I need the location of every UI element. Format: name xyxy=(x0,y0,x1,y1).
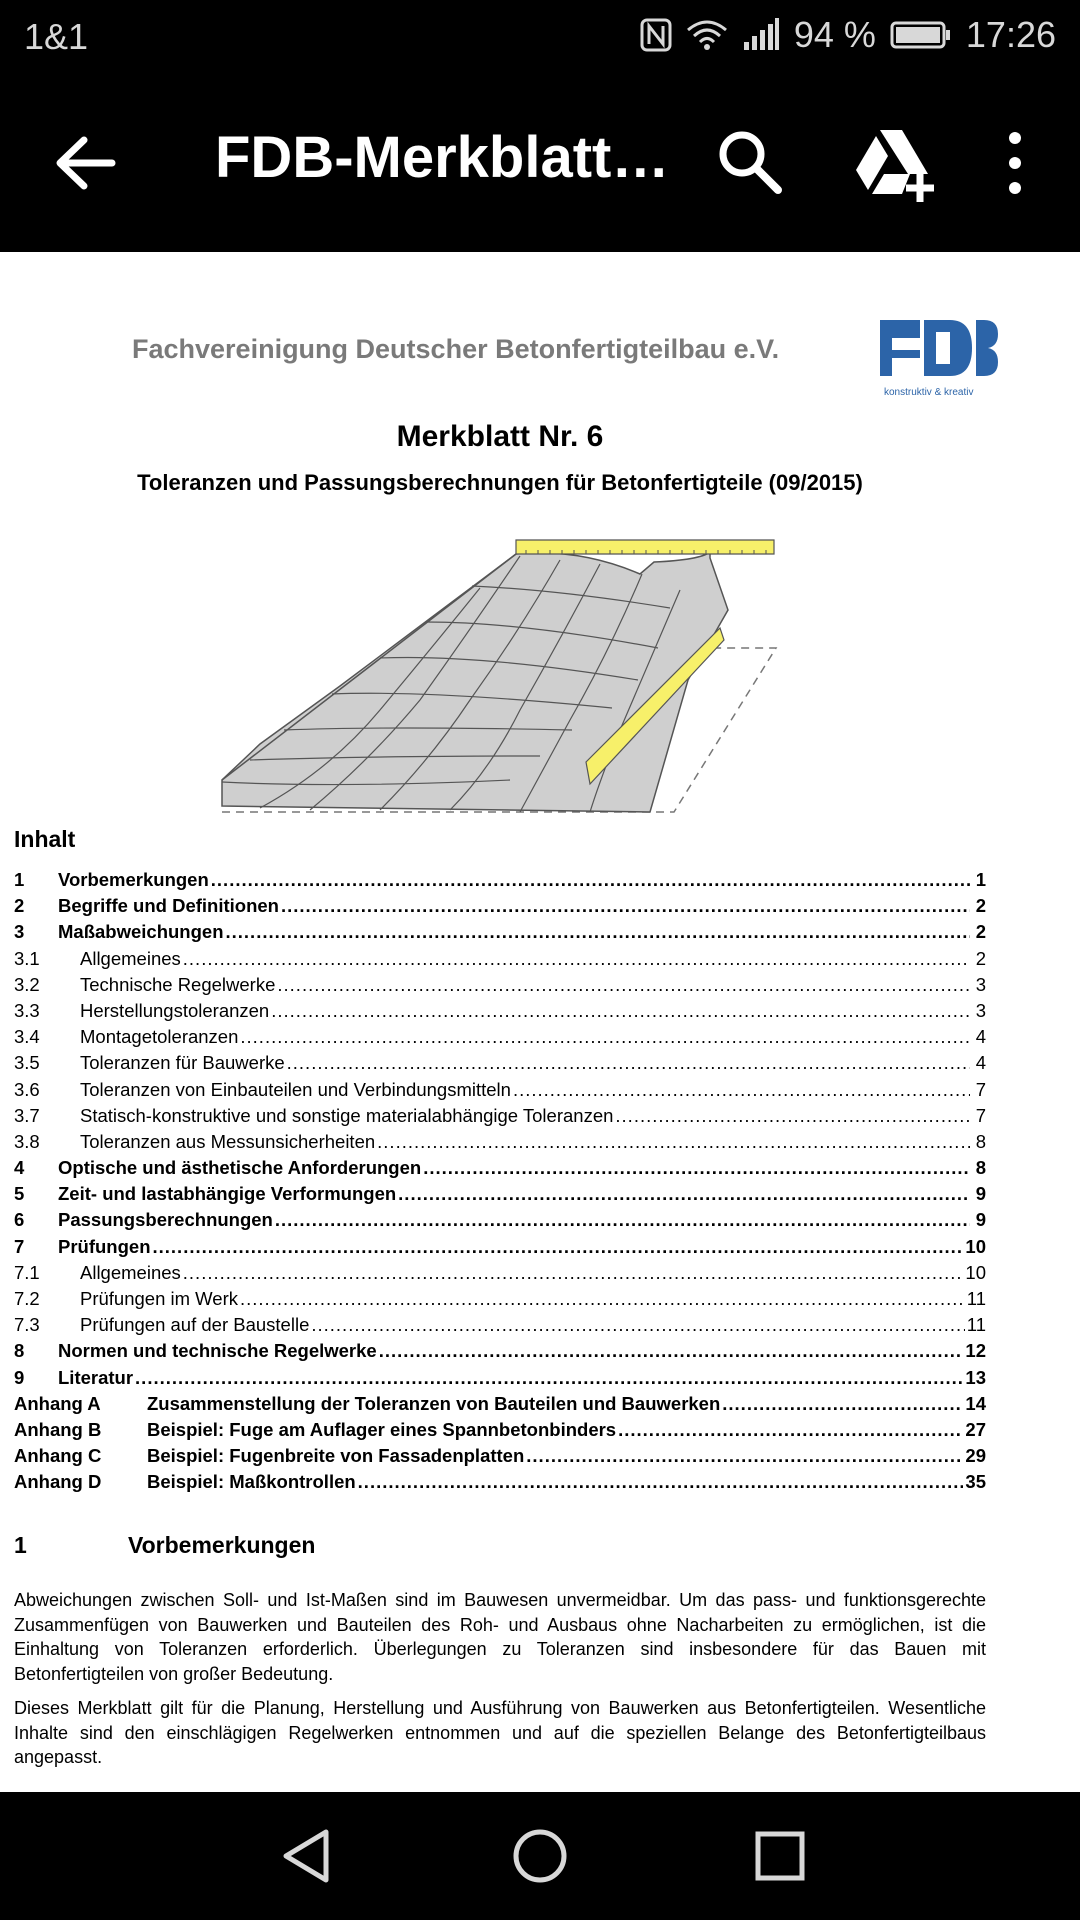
toc-leader-dots xyxy=(183,1262,964,1284)
toc-entry[interactable] xyxy=(14,974,986,1000)
toc-page-number: 2 xyxy=(975,921,986,943)
toc-number: 2 xyxy=(14,895,25,917)
toc-text: Technische Regelwerke xyxy=(80,973,276,995)
toc-text: Beispiel: Fugenbreite von Fassadenplatten xyxy=(147,1445,525,1467)
toc-number: Anhang B xyxy=(14,1418,102,1440)
nfc-icon xyxy=(640,18,672,52)
toc-page-number: 14 xyxy=(965,1392,986,1414)
toc-entry[interactable] xyxy=(14,1131,986,1157)
toc-text: Zeit- und lastabhängige Verformungen xyxy=(58,1183,397,1205)
toc-number: Anhang A xyxy=(14,1392,101,1414)
toc-entry[interactable] xyxy=(14,1445,986,1471)
toc-text: Prüfungen xyxy=(58,1235,151,1257)
toc-page-number: 13 xyxy=(965,1366,986,1388)
toc-leader-dots xyxy=(135,1367,963,1389)
search-icon[interactable] xyxy=(712,124,786,198)
toc-number: 7 xyxy=(14,1235,25,1257)
toc-number: 8 xyxy=(14,1340,25,1362)
toc-text: Prüfungen auf der Baustelle xyxy=(80,1314,310,1336)
toc-text: Montagetoleranzen xyxy=(80,1026,239,1048)
toc-entry[interactable] xyxy=(14,1314,986,1340)
toc-text: Herstellungstoleranzen xyxy=(80,999,270,1021)
paragraph: Dieses Merkblatt gilt für die Planung, Herstellung und Ausführung von Bauwerken aus Betonfertigteilen. Wesentliche Inhalte sind den einschlägigen Regelwerken entnommen und auf die speziellen Belange des Betonfertigteilbaus angepasst. xyxy=(14,1698,986,1767)
toc-leader-dots xyxy=(377,1131,970,1153)
toc-leader-dots xyxy=(615,1105,970,1127)
toc-text: Allgemeines xyxy=(80,1261,181,1283)
toc-text: Beispiel: Fuge am Auflager eines Spannbetonbinders xyxy=(147,1418,617,1440)
toc-text: Optische und ästhetische Anforderungen xyxy=(58,1157,422,1179)
toc-page-number: 9 xyxy=(975,1209,986,1231)
toc-page-number: 3 xyxy=(975,973,986,995)
toc-number: 3.5 xyxy=(14,1052,40,1074)
recents-square-icon[interactable] xyxy=(748,1824,812,1888)
toc-page-number: 11 xyxy=(966,1288,986,1309)
toc-entry[interactable] xyxy=(14,1052,986,1078)
toc-leader-dots xyxy=(277,974,970,996)
toc-page-number: 27 xyxy=(965,1418,986,1440)
clock: 17:26 xyxy=(965,14,1056,55)
toc-page-number: 2 xyxy=(975,947,986,969)
toc-leader-dots xyxy=(513,1079,970,1101)
section-heading xyxy=(14,1532,315,1559)
home-circle-icon[interactable] xyxy=(508,1824,572,1888)
toc-page-number: 8 xyxy=(975,1130,986,1152)
pdf-page[interactable] xyxy=(0,252,1080,1792)
toc-leader-dots xyxy=(526,1445,963,1467)
toc-page-number: 12 xyxy=(965,1340,986,1362)
toc-number: Anhang C xyxy=(14,1445,102,1467)
toc-number: 3.7 xyxy=(14,1104,40,1126)
battery-percent: 94 % xyxy=(793,14,876,55)
toc-page-number: 3 xyxy=(975,999,986,1021)
wifi-icon xyxy=(686,18,728,52)
toc-text: Passungsberechnungen xyxy=(58,1209,273,1231)
toc-entry[interactable] xyxy=(14,1471,986,1497)
toc-text: Prüfungen im Werk xyxy=(80,1288,238,1309)
toc-leader-dots xyxy=(311,1314,964,1336)
toc-entry[interactable] xyxy=(14,1026,986,1052)
toc-entry[interactable] xyxy=(14,1157,986,1183)
toc-page-number: 7 xyxy=(975,1078,986,1100)
toc-page-number: 7 xyxy=(975,1104,986,1126)
toc-entry[interactable] xyxy=(14,1209,986,1235)
toc-entry[interactable] xyxy=(14,1079,986,1105)
back-arrow-icon[interactable] xyxy=(50,128,120,198)
toc-entry[interactable] xyxy=(14,869,986,895)
toc-entry[interactable] xyxy=(14,948,986,974)
document-title: FDB-Merkblatt… xyxy=(215,125,670,190)
toc-number: 3.8 xyxy=(14,1130,40,1152)
back-triangle-icon[interactable] xyxy=(276,1824,340,1888)
organization-name: Fachvereinigung Deutscher Betonfertigteilbau e.V. xyxy=(132,334,780,364)
toc-leader-dots xyxy=(275,1209,970,1231)
toc-page-number: 29 xyxy=(965,1445,986,1467)
paragraph: Abweichungen zwischen Soll- und Ist-Maßen sind im Bauwesen unvermeidbar. Um das pass- und funktionsgerechte Zusammenfügen von Bauwerken und Bauteilen des Roh- und Ausbaus ohne Nacharbeiten zu ermöglichen, ist die Einhaltung von Toleranzen erforderlich. Überlegungen zu Toleranzen sind insbesondere für das Bauen mit Betonfertigteilen von großer Bedeutung. xyxy=(14,1590,986,1684)
toc-number: 6 xyxy=(14,1209,25,1231)
section-number: 1 xyxy=(14,1532,27,1558)
toc-number: 3.6 xyxy=(14,1078,40,1100)
toc-leader-dots xyxy=(379,1340,964,1362)
status-icons xyxy=(640,14,1056,56)
toc-entry[interactable] xyxy=(14,1393,986,1419)
toc-text: Begriffe und Definitionen xyxy=(58,895,279,917)
toc-page-number: 2 xyxy=(975,895,986,917)
toc-number: 5 xyxy=(14,1183,25,1205)
toc-leader-dots xyxy=(153,1236,964,1258)
toc-text: Beispiel: Maßkontrollen xyxy=(147,1471,356,1493)
toc-page-number: 9 xyxy=(975,1183,986,1205)
logo-tagline: konstruktiv & kreativ xyxy=(884,387,974,398)
toc-leader-dots xyxy=(722,1393,963,1415)
toc-leader-dots xyxy=(287,1052,970,1074)
toc-text: Maßabweichungen xyxy=(58,921,224,943)
toc-number: 3 xyxy=(14,921,25,943)
toc-page-number: 8 xyxy=(975,1157,986,1179)
toc-text: Vorbemerkungen xyxy=(58,869,209,890)
toc-entry[interactable] xyxy=(14,1236,986,1262)
toc-leader-dots xyxy=(618,1419,963,1441)
toc-number: 7.2 xyxy=(14,1288,40,1309)
toc-entry[interactable] xyxy=(14,1367,986,1393)
tolerance-illustration xyxy=(220,530,780,816)
toc-leader-dots xyxy=(240,1288,965,1310)
toc-number: Anhang D xyxy=(14,1471,102,1493)
toc-entry[interactable] xyxy=(14,1288,986,1314)
toc-number: 3.2 xyxy=(14,973,40,995)
toc-number: 7.1 xyxy=(14,1261,40,1283)
toc-leader-dots xyxy=(358,1471,964,1493)
toc-page-number: 35 xyxy=(965,1471,986,1493)
battery-icon xyxy=(890,20,952,50)
toc-page-number: 1 xyxy=(975,869,986,890)
toc-number: 3.1 xyxy=(14,947,40,969)
toc-number: 1 xyxy=(14,869,25,890)
section-title: Vorbemerkungen xyxy=(128,1532,316,1558)
toc-page-number: 4 xyxy=(975,1052,986,1074)
toc-number: 4 xyxy=(14,1157,25,1179)
table-of-contents xyxy=(14,869,986,1498)
drive-add-icon[interactable] xyxy=(850,122,940,202)
navigation-bar xyxy=(0,1792,1080,1920)
toc-number: 3.4 xyxy=(14,1026,40,1048)
toc-page-number: 10 xyxy=(965,1261,986,1283)
toc-text: Zusammenstellung der Toleranzen von Bauteilen und Bauwerken xyxy=(147,1392,721,1414)
toc-leader-dots xyxy=(226,921,971,943)
toc-entry[interactable] xyxy=(14,921,986,947)
app-bar xyxy=(0,72,1080,252)
toc-entry[interactable] xyxy=(14,1105,986,1131)
toc-leader-dots xyxy=(281,895,970,917)
toc-text: Toleranzen von Einbauteilen und Verbindungsmitteln xyxy=(80,1078,511,1100)
toc-page-number: 11 xyxy=(966,1314,986,1336)
toc-leader-dots xyxy=(211,869,970,891)
toc-text: Statisch-konstruktive und sonstige materialabhängige Toleranzen xyxy=(80,1104,614,1126)
toc-text: Toleranzen aus Messunsicherheiten xyxy=(80,1130,376,1152)
toc-entry[interactable] xyxy=(14,895,986,921)
toc-heading: Inhalt xyxy=(14,826,76,852)
toc-entry[interactable] xyxy=(14,1262,986,1288)
toc-entry[interactable] xyxy=(14,1340,986,1366)
toc-entry[interactable] xyxy=(14,1419,986,1445)
toc-leader-dots xyxy=(183,948,970,970)
toc-text: Allgemeines xyxy=(80,947,181,969)
merkblatt-title: Merkblatt Nr. 6 xyxy=(396,420,604,453)
toc-entry[interactable] xyxy=(14,1000,986,1026)
toc-leader-dots xyxy=(398,1183,970,1205)
more-vert-icon[interactable] xyxy=(995,128,1035,198)
toc-number: 9 xyxy=(14,1366,25,1388)
status-bar xyxy=(0,0,1080,72)
toc-text: Toleranzen für Bauwerke xyxy=(80,1052,285,1074)
toc-leader-dots xyxy=(271,1000,970,1022)
merkblatt-subtitle: Toleranzen und Passungsberechnungen für Betonfertigteile (09/2015) xyxy=(137,470,863,495)
carrier-label: 1&1 xyxy=(24,16,89,57)
toc-entry[interactable] xyxy=(14,1183,986,1209)
toc-number: 3.3 xyxy=(14,999,40,1021)
toc-leader-dots xyxy=(423,1157,970,1179)
toc-text: Literatur xyxy=(58,1366,134,1388)
toc-number: 7.3 xyxy=(14,1314,40,1336)
toc-text: Normen und technische Regelwerke xyxy=(58,1340,377,1362)
toc-leader-dots xyxy=(240,1026,970,1048)
signal-icon xyxy=(742,18,780,52)
toc-page-number: 10 xyxy=(965,1235,986,1257)
toc-page-number: 4 xyxy=(975,1026,986,1048)
